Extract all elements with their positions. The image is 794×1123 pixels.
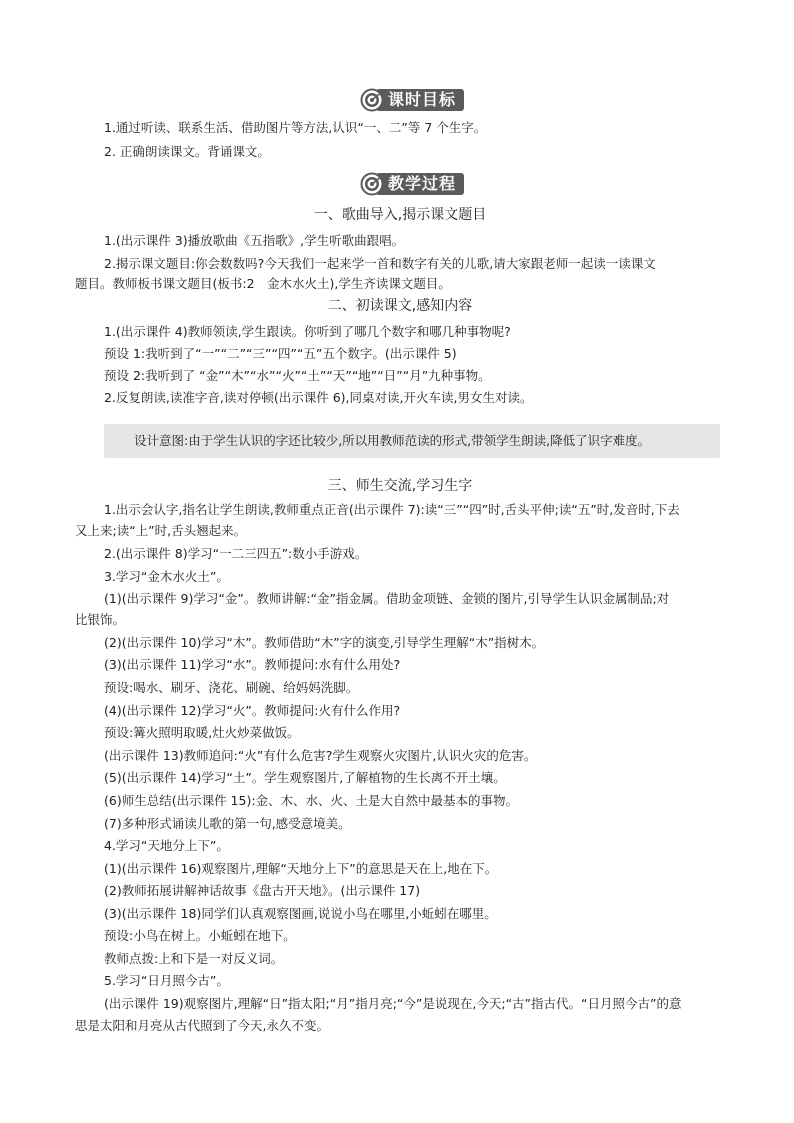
- part2-p1: 1.(出示课件 4)教师领读,学生跟读。你听到了哪几个数字和哪几种事物呢?: [104, 324, 511, 339]
- target-icon: [360, 172, 386, 196]
- heading-part2: 二、初读课文,感知内容: [327, 298, 473, 314]
- design-intent-text: 设计意图:由于学生认识的字还比较少,所以用教师范读的形式,带领学生朗读,降低了识字难度。: [134, 433, 651, 448]
- part3-l10: (出示课件 13)教师追问:“火”有什么危害?学生观察火灾图片,认识火灾的危害。: [104, 748, 537, 763]
- part3-l11: (5)(出示课件 14)学习“土”。学生观察图片,了解植物的生长离不开土壤。: [104, 770, 506, 785]
- part3-l4-line2: 比银饰。: [75, 612, 126, 627]
- part3-l15: (1)(出示课件 16)观察图片,理解“天地分上下”的意思是天在上,地在下。: [104, 861, 498, 876]
- part3-l3: 3.学习“金木水火土”。: [104, 569, 229, 584]
- part1-p2-line2: 题目。教师板书课文题目(板书:2 金木水火土),学生齐读课文题目。: [75, 276, 451, 291]
- part3-l8: (4)(出示课件 12)学习“火”。教师提问:火有什么作用?: [104, 703, 401, 718]
- part3-l9: 预设:篝火照明取暖,灶火炒菜做饭。: [104, 725, 300, 740]
- part3-l21-line1: (出示课件 19)观察图片,理解“日”指太阳;“月”指月亮;“今”是说现在,今天;“古”指古代。“日月照今古”的意: [104, 996, 682, 1011]
- part3-l4-line1: (1)(出示课件 9)学习“金”。教师讲解:“金”指金属。借助金项链、金锁的图片,引导学生认识金属制品;对: [104, 591, 670, 606]
- part3-l6: (3)(出示课件 11)学习“水”。教师提问:水有什么用处?: [104, 657, 401, 672]
- part3-l13: (7)多种形式诵读儿歌的第一句,感受意境美。: [104, 816, 351, 831]
- part3-l2: 2.(出示课件 8)学习“一二三四五”:数小手游戏。: [104, 546, 368, 561]
- part3-l16: (2)教师拓展讲解神话故事《盘古开天地》。(出示课件 17): [104, 883, 421, 898]
- part3-l20: 5.学习“日月照今古”。: [104, 973, 229, 988]
- objective-1: 1.通过听读、联系生活、借助图片等方法,认识“一、二”等 7 个生字。: [104, 120, 487, 135]
- badge-label: 课时目标: [388, 90, 457, 109]
- target-icon: [360, 88, 386, 112]
- heading-part3: 三、师生交流,学习生字: [327, 478, 473, 494]
- part3-l1-line2: 又上来;读“上”时,舌头翘起来。: [75, 523, 247, 538]
- heading-part1: 一、歌曲导入,揭示课文题目: [313, 207, 487, 223]
- part3-l14: 4.学习“天地分上下”。: [104, 838, 229, 853]
- part2-p4: 2.反复朗读,读准字音,读对停顿(出示课件 6),同桌对读,开火车读,男女生对读。: [104, 390, 533, 405]
- part1-p1: 1.(出示课件 3)播放歌曲《五指歌》,学生听歌曲跟唱。: [104, 233, 405, 248]
- part3-l21-line2: 思是太阳和月亮从古代照到了今天,永久不变。: [75, 1018, 329, 1033]
- section-badge-objectives: [360, 88, 464, 112]
- section-badge-process: [360, 172, 464, 196]
- part3-l17: (3)(出示课件 18)同学们认真观察图画,说说小鸟在哪里,小蚯蚓在哪里。: [104, 906, 497, 921]
- part1-p2-line1: 2.揭示课文题目:你会数数吗?今天我们一起来学一首和数字有关的儿歌,请大家跟老师一起读一读课文: [104, 256, 656, 271]
- part3-l5: (2)(出示课件 10)学习“木”。教师借助“木”字的演变,引导学生理解“木”指树木。: [104, 635, 545, 650]
- part2-p3: 预设 2:我听到了 “金”“木”“水”“火”“土”“天”“地”“日”“月”九种事物。: [104, 368, 491, 383]
- part3-l7: 预设:喝水、刷牙、浇花、刷碗、给妈妈洗脚。: [104, 680, 359, 695]
- objective-2: 2. 正确朗读课文。背诵课文。: [104, 144, 270, 159]
- part2-p2: 预设 1:我听到了“一”“二”“三”“四”“五”五个数字。(出示课件 5): [104, 346, 457, 361]
- part3-l1-line1: 1.出示会认字,指名让学生朗读,教师重点正音(出示课件 7):读“三”“四”时,舌头平伸;读“五”时,发音时,下去: [104, 502, 680, 517]
- part3-l18: 预设:小鸟在树上。小蚯蚓在地下。: [104, 928, 296, 943]
- badge-label: 教学过程: [388, 174, 457, 193]
- part3-l19: 教师点拨:上和下是一对反义词。: [104, 951, 284, 966]
- part3-l12: (6)师生总结(出示课件 15):金、木、水、火、土是大自然中最基本的事物。: [104, 793, 519, 808]
- design-intent-box: [104, 424, 720, 458]
